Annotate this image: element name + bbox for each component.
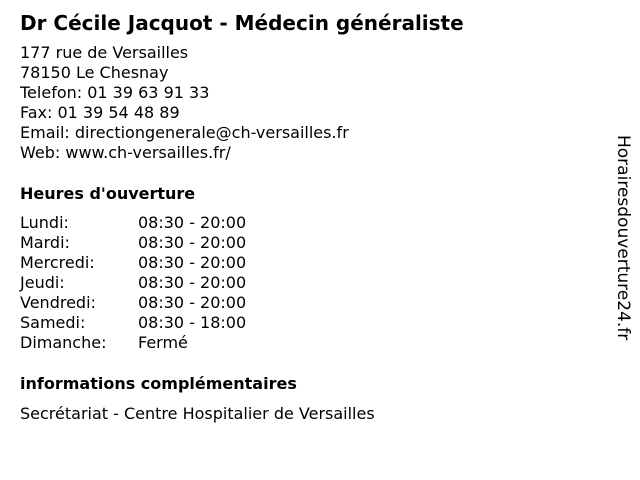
hours-row xyxy=(20,273,320,293)
hours-value: 08:30 - 20:00 xyxy=(138,293,247,312)
contact-block xyxy=(20,43,349,163)
hours-value: 08:30 - 20:00 xyxy=(138,273,247,292)
hours-value: 08:30 - 20:00 xyxy=(138,233,247,252)
hours-row xyxy=(20,293,320,313)
hours-value: 08:30 - 18:00 xyxy=(138,313,247,332)
page-title: Dr Cécile Jacquot - Médecin généraliste xyxy=(20,11,464,35)
hours-value: 08:30 - 20:00 xyxy=(138,213,247,232)
day-label: Mardi: xyxy=(20,233,70,252)
watermark xyxy=(610,135,636,371)
hours-row xyxy=(20,233,320,253)
info-heading: informations complémentaires xyxy=(20,374,297,393)
hours-row xyxy=(20,313,320,333)
fax-number: Fax: 01 39 54 48 89 xyxy=(20,103,180,122)
info-text: Secrétariat - Centre Hospitalier de Versailles xyxy=(20,404,375,423)
day-label: Dimanche: xyxy=(20,333,107,352)
hours-row xyxy=(20,213,320,233)
address-street: 177 rue de Versailles xyxy=(20,43,189,62)
hours-value: 08:30 - 20:00 xyxy=(138,253,247,272)
hours-value: Fermé xyxy=(138,333,188,352)
phone-number: Telefon: 01 39 63 91 33 xyxy=(20,83,210,102)
hours-row xyxy=(20,333,320,353)
email-address: Email: directiongenerale@ch-versailles.fr xyxy=(20,123,349,142)
day-label: Lundi: xyxy=(20,213,69,232)
watermark-text: Horairesdouverture24.fr xyxy=(613,135,633,341)
address-city: 78150 Le Chesnay xyxy=(20,63,169,82)
day-label: Vendredi: xyxy=(20,293,96,312)
day-label: Mercredi: xyxy=(20,253,95,272)
day-label: Samedi: xyxy=(20,313,86,332)
website-url: Web: www.ch-versailles.fr/ xyxy=(20,143,231,162)
day-label: Jeudi: xyxy=(20,273,65,292)
hours-heading: Heures d'ouverture xyxy=(20,184,196,203)
opening-hours-table xyxy=(20,213,320,353)
hours-row xyxy=(20,253,320,273)
